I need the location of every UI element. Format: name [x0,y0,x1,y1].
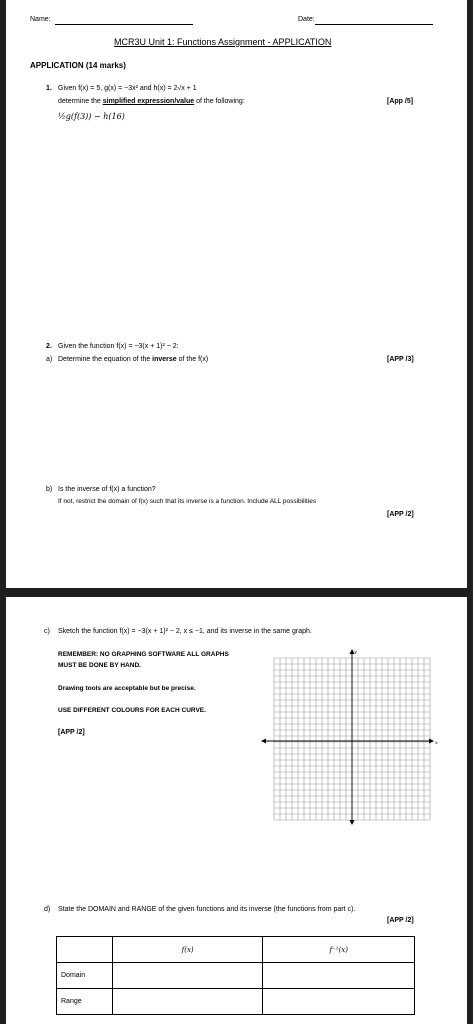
q1-given: Given f(x) = 5, g(x) = −3x² and h(x) = 2√x + 1 [58,85,197,92]
q2b-line1: Is the inverse of f(x) a function? [58,486,156,493]
q2a-label: a) [46,356,53,363]
table-row-domain [57,963,415,989]
graph-grid[interactable] [260,648,440,830]
worksheet-page-1 [6,0,467,588]
name-field-line[interactable] [55,24,193,25]
q2c-text: Sketch the function f(x) = −3(x + 1)² − 2, x ≤ −1, and its inverse in the same graph. [58,628,312,635]
q2c-label: c) [44,628,50,635]
q2d-label: d) [44,906,51,913]
row-label-domain: Domain [57,963,113,989]
q2c-note3: USE DIFFERENT COLOURS FOR EACH CURVE. [58,707,206,714]
worksheet-page-2 [6,597,467,1024]
q1-marks: [App /5] [387,98,414,105]
q2b-marks: [APP /2] [387,511,414,518]
cell-range-f-inverse[interactable] [263,989,415,1015]
q2-number: 2. [46,343,52,350]
q2c-note1-line2: MUST BE DONE BY HAND. [58,662,141,669]
page-title: MCR3U Unit 1: Functions Assignment - APPLICATION [114,37,332,47]
q1-number: 1. [46,85,52,92]
name-label: Name: [30,16,51,23]
q2-given: Given the function f(x) = −3(x + 1)² − 2: [58,343,179,350]
q2c-marks: [APP /2] [58,729,85,736]
header-fx: f(x) [112,937,263,963]
section-heading: APPLICATION (14 marks) [30,61,126,70]
q1-instruction-post: of the following: [194,98,245,105]
q2c-note2: Drawing tools are acceptable but be precise. [58,685,196,692]
q2b-label: b) [46,486,53,493]
table-row-range [57,989,415,1015]
date-label: Date: [298,16,315,23]
q2c-note1-line1: REMEMBER: NO GRAPHING SOFTWARE ALL GRAPHS [58,651,229,658]
q2a-text-emphasis: inverse [152,356,177,363]
cell-domain-f-inverse[interactable] [263,963,415,989]
date-field-line[interactable] [315,24,433,25]
y-axis-label: y [354,649,357,655]
x-axis-arrow-right [429,739,434,744]
q2d-marks: [APP /2] [387,917,414,924]
q1-instruction-emphasis: simplified expression/value [102,98,195,105]
y-axis-arrow-down [350,820,355,825]
q2b-line2: If not, restrict the domain of f(x) such that its inverse is a function. Include ALL possibilities [58,498,317,505]
q1-instruction [58,98,245,105]
q1-instruction-pre: determine the [58,98,103,105]
q2d-text: State the DOMAIN and RANGE of the given functions and its inverse (the functions from part c). [58,906,356,913]
x-axis-label: x [435,740,438,746]
q2a-text-post: of the f(x) [176,356,209,363]
cell-domain-fx[interactable] [112,963,263,989]
table-corner-cell [57,937,113,963]
q2a-marks: [APP /3] [387,356,414,363]
q2a-text [58,356,208,363]
cell-range-fx[interactable] [112,989,263,1015]
domain-range-table [56,936,415,1015]
q2a-text-pre: Determine the equation of the [58,356,153,363]
header-f-inverse: f⁻¹(x) [263,937,415,963]
q1-expression: ½g(f(3)) − h(16) [58,112,125,121]
row-label-range: Range [57,989,113,1015]
table-header-row [57,937,415,963]
x-axis-arrow-left [261,739,266,744]
